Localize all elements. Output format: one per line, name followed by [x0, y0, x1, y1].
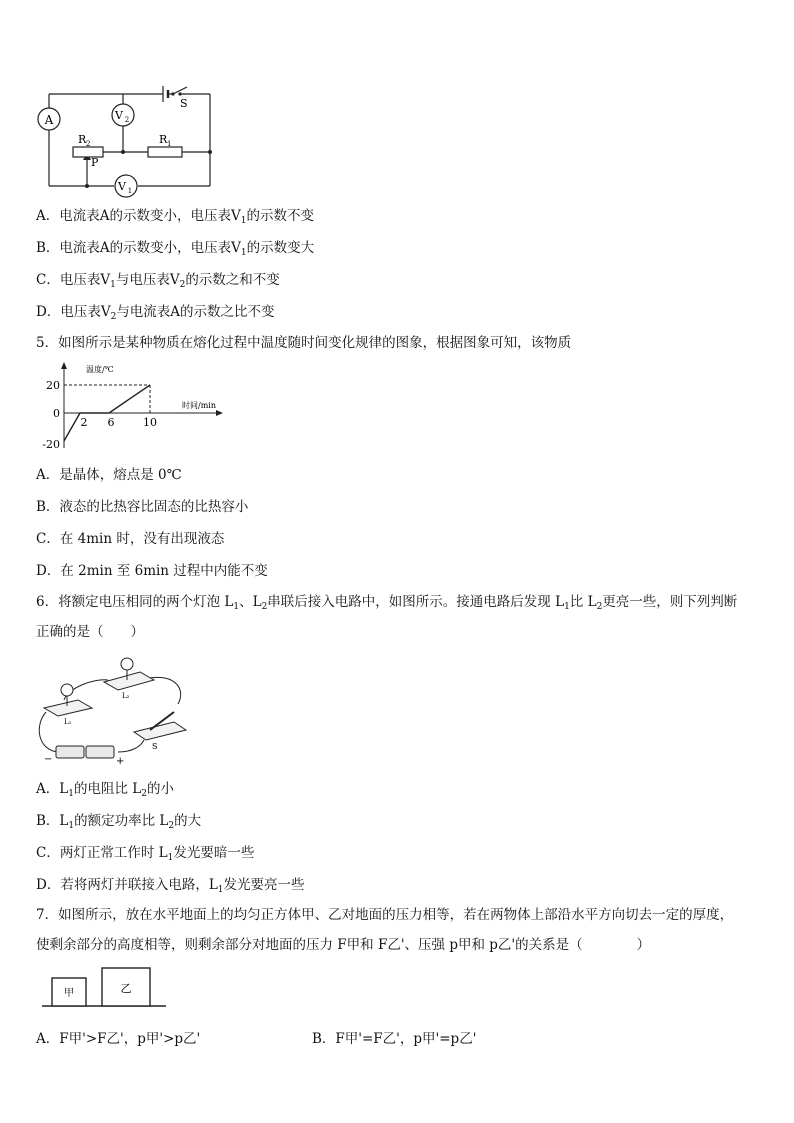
graph-x-label: 时间/min	[182, 401, 216, 410]
lamp-l1-label: L₁	[64, 718, 72, 726]
v1-subscript: 1	[127, 187, 133, 195]
q4-option-a: A．电流表A的示数变小，电压表$V_1$的示数不变	[36, 208, 314, 226]
battery-plus: +	[116, 756, 125, 767]
r2-label: R	[78, 133, 87, 146]
cube-yi-label: 乙	[120, 982, 132, 995]
q4-option-d: D．电压表$V_2$与电流表A的示数之比不变	[36, 304, 275, 322]
switch-label: S	[180, 97, 188, 110]
r1-subscript: 1	[167, 140, 172, 148]
resistor-r1	[148, 147, 182, 157]
circuit-diagram-q4	[30, 74, 220, 198]
y-tick-minus20: -20	[42, 438, 60, 451]
q6-stem: 6．将额定电压相同的两个灯泡 $L_1$、$L_2$串联后接入电路中，如图所示。接通电路后发现 $L_1$比 $L_2$更亮一些，则下列判断	[36, 594, 738, 612]
v2-subscript: 2	[124, 116, 130, 124]
q4-option-c: C．电压表$V_1$与电压表$V_2$的示数之和不变	[36, 272, 280, 290]
r1-label: R	[159, 133, 168, 146]
q5-option-b: B．液态的比热容比固态的比热容小	[36, 499, 249, 515]
q5-option-c: C．在 4min 时，没有出现液态	[36, 531, 225, 547]
x-tick-10: 10	[143, 416, 157, 429]
slider-p-label: P	[91, 156, 99, 169]
q6-stem-line2: 正确的是（ ）	[36, 624, 144, 640]
lamp-l2-label: L₂	[122, 692, 130, 700]
battery-minus: −	[44, 754, 53, 765]
switch-s-label: S	[152, 742, 158, 751]
v1-label: V	[118, 180, 126, 193]
q6-option-b: B．$L_1$的额定功率比 $L_2$的大	[36, 813, 202, 831]
graph-y-label: 温度/℃	[86, 365, 114, 374]
q5-option-a: A．是晶体，熔点是 0℃	[36, 467, 182, 483]
q5-option-d: D．在 2min 至 6min 过程中内能不变	[36, 563, 268, 579]
q7-option-a: A．F甲'>F乙'，p甲'>p乙'	[36, 1031, 201, 1047]
ammeter-label: A	[44, 113, 54, 127]
q6-option-c: C．两灯正常工作时 $L_1$发光要暗一些	[36, 845, 255, 863]
q5-stem: 5．如图所示是某种物质在熔化过程中温度随时间变化规律的图象，根据图象可知，该物质	[36, 335, 572, 351]
bulbs-circuit-figure	[34, 652, 194, 768]
cubes-figure	[40, 964, 170, 1012]
x-tick-6: 6	[107, 416, 115, 429]
y-tick-20: 20	[46, 379, 60, 392]
cube-jia-label: 甲	[64, 988, 74, 999]
v2-label: V	[115, 109, 123, 122]
q7-stem-line2: 使剩余部分的高度相等，则剩余部分对地面的压力 F甲和 F乙'、压强 p甲和 p乙'的关系是（ ）	[36, 937, 651, 953]
q6-option-a: A．$L_1$的电阻比 $L_2$的小	[36, 781, 174, 799]
q4-option-b: B．电流表A的示数变小，电压表$V_1$的示数变大	[36, 240, 315, 258]
temperature-time-graph	[34, 360, 234, 452]
x-tick-2: 2	[80, 416, 88, 429]
r2-subscript: 2	[86, 140, 91, 148]
y-tick-0: 0	[53, 407, 60, 420]
q6-option-d: D．若将两灯并联接入电路，$L_1$发光要亮一些	[36, 877, 305, 895]
q7-stem: 7．如图所示，放在水平地面上的均匀正方体甲、乙对地面的压力相等，若在两物体上部沿水平方向切去一定的厚度，	[36, 907, 734, 923]
resistor-r2	[73, 147, 103, 157]
q7-option-b: B．F甲'=F乙'，p甲'=p乙'	[312, 1031, 477, 1047]
